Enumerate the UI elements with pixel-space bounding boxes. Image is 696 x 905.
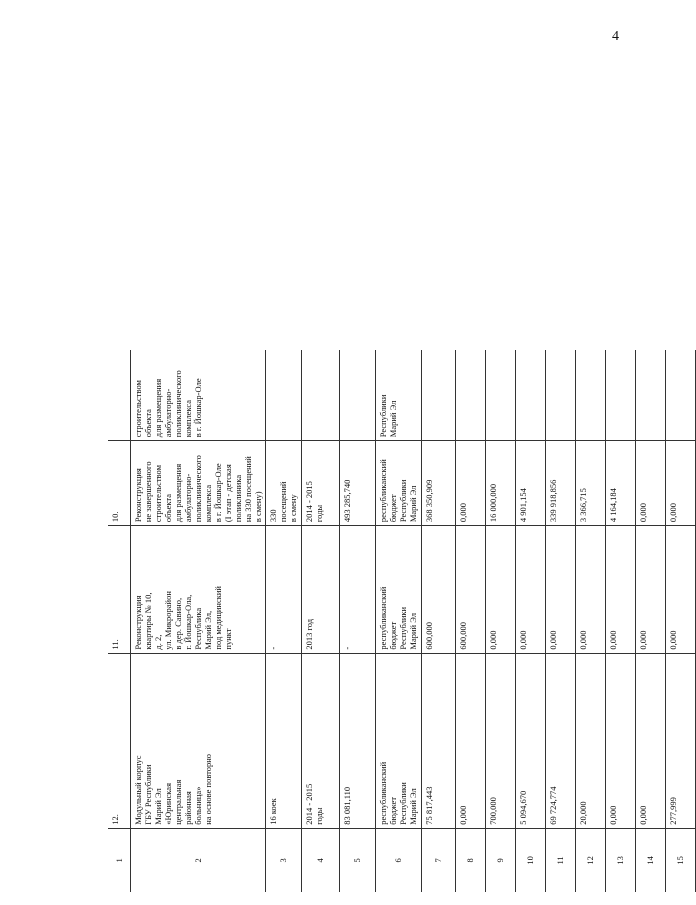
table-cell — [485, 350, 515, 440]
rotated-table — [108, 42, 685, 892]
table-cell: 4 164,184 — [605, 441, 635, 526]
table-cell: 10. — [108, 441, 130, 526]
column-number: 1 — [108, 828, 130, 892]
table-cell: 600,000 — [455, 526, 485, 653]
table-cell — [515, 350, 545, 440]
table-cell — [265, 350, 301, 440]
column-number: 6 — [375, 828, 421, 892]
table-cell: 368 350,909 — [421, 441, 455, 526]
column-number: 12 — [575, 828, 605, 892]
table-cell: 0,000 — [575, 526, 605, 653]
table-cell: 0,000 — [665, 441, 695, 526]
table-cell: 83 081,110 — [339, 653, 375, 828]
table-cell: 0,000 — [605, 526, 635, 653]
table-row — [455, 43, 485, 893]
column-number: 3 — [265, 828, 301, 892]
table-cell: 330 посещений в смену — [265, 441, 301, 526]
table-cell: 20,000 — [575, 653, 605, 828]
table-cell: 16 000,000 — [485, 441, 515, 526]
column-number: 14 — [635, 828, 665, 892]
table-cell — [301, 350, 339, 440]
table-cell — [108, 350, 130, 440]
table-cell: 0,000 — [485, 526, 515, 653]
column-number: 8 — [455, 828, 485, 892]
table-cell — [455, 350, 485, 440]
column-number: 13 — [605, 828, 635, 892]
table-cell: строительством объекта для размещения амбулаторно- поликлинического комплекса в г. Йошкар-Оле — [130, 350, 265, 440]
column-number: 9 — [485, 828, 515, 892]
table-cell: 2014 - 2015 годы — [301, 653, 339, 828]
table-cell: 0,000 — [605, 653, 635, 828]
table-cell: - — [265, 526, 301, 653]
column-number: 2 — [130, 828, 265, 892]
table-row — [265, 43, 301, 893]
table-cell: 600,000 — [421, 526, 455, 653]
table-row — [545, 43, 575, 893]
table-row — [375, 43, 421, 893]
table-cell — [545, 350, 575, 440]
table-cell: 12. — [108, 653, 130, 828]
table-cell: республиканский бюджет Республики Марий Эл — [375, 653, 421, 828]
table-row — [130, 43, 265, 893]
page-number: 4 — [612, 29, 619, 44]
column-number: 5 — [339, 828, 375, 892]
table-cell — [575, 350, 605, 440]
table-cell: 0,000 — [665, 526, 695, 653]
table-cell: 75 817,443 — [421, 653, 455, 828]
table-cell: 69 724,774 — [545, 653, 575, 828]
column-number: 15 — [665, 828, 695, 892]
table-cell: 0,000 — [635, 653, 665, 828]
table-row — [339, 43, 375, 893]
table-cell: 339 918,856 — [545, 441, 575, 526]
table-cell: Модульный корпус ГБУ Республики Марий Эл «Юринская центральная районная больница» на основе повторно — [130, 653, 265, 828]
table-row — [575, 43, 605, 893]
table-cell: 0,000 — [635, 526, 665, 653]
table-cell: 700,000 — [485, 653, 515, 828]
table-cell: 16 коек — [265, 653, 301, 828]
table-cell: республиканский бюджет Республики Марий Эл — [375, 441, 421, 526]
table-cell: 0,000 — [515, 526, 545, 653]
table-cell: 0,000 — [455, 441, 485, 526]
table-cell — [635, 350, 665, 440]
table-cell: 5 094,670 — [515, 653, 545, 828]
column-number: 11 — [545, 828, 575, 892]
table-cell: 0,000 — [455, 653, 485, 828]
table-cell — [665, 350, 695, 440]
table-cell: 2014 - 2015 годы — [301, 441, 339, 526]
table-row — [665, 43, 695, 893]
table-cell: - — [339, 526, 375, 653]
table-row — [301, 43, 339, 893]
column-number: 10 — [515, 828, 545, 892]
table-cell: 277,999 — [665, 653, 695, 828]
table-cell: 4 901,154 — [515, 441, 545, 526]
table-sheet — [108, 42, 685, 892]
table-cell: 11. — [108, 526, 130, 653]
table-cell — [421, 350, 455, 440]
table-cell: 2013 год — [301, 526, 339, 653]
table-cell — [605, 350, 635, 440]
column-number: 7 — [421, 828, 455, 892]
table-cell: 493 285,740 — [339, 441, 375, 526]
investment-table — [108, 42, 696, 892]
column-number: 4 — [301, 828, 339, 892]
table-row — [605, 43, 635, 893]
table-cell: Реконструкция не завершенного строительством объекта для размещения амбулаторно- поликлинического комплекса в г. Йошкар-Оле (I этап - детская поликлиника на 330 посещений в смену) — [130, 441, 265, 526]
table-cell — [339, 350, 375, 440]
table-row — [515, 43, 545, 893]
table-cell: 3 366,715 — [575, 441, 605, 526]
table-cell: Реконструкция квартиры № 10, д. 2, ул. Микрорайон в дер. Савино, г. Йошкар-Ола, Республика Марий Эл, под медицинский пункт — [130, 526, 265, 653]
table-cell: республиканский бюджет Республики Марий Эл — [375, 526, 421, 653]
table-cell: Республики Марий Эл — [375, 350, 421, 440]
table-row — [108, 43, 130, 893]
table-row — [485, 43, 515, 893]
table-cell: 0,000 — [635, 441, 665, 526]
table-row — [421, 43, 455, 893]
table-cell: 0,000 — [545, 526, 575, 653]
table-row — [635, 43, 665, 893]
